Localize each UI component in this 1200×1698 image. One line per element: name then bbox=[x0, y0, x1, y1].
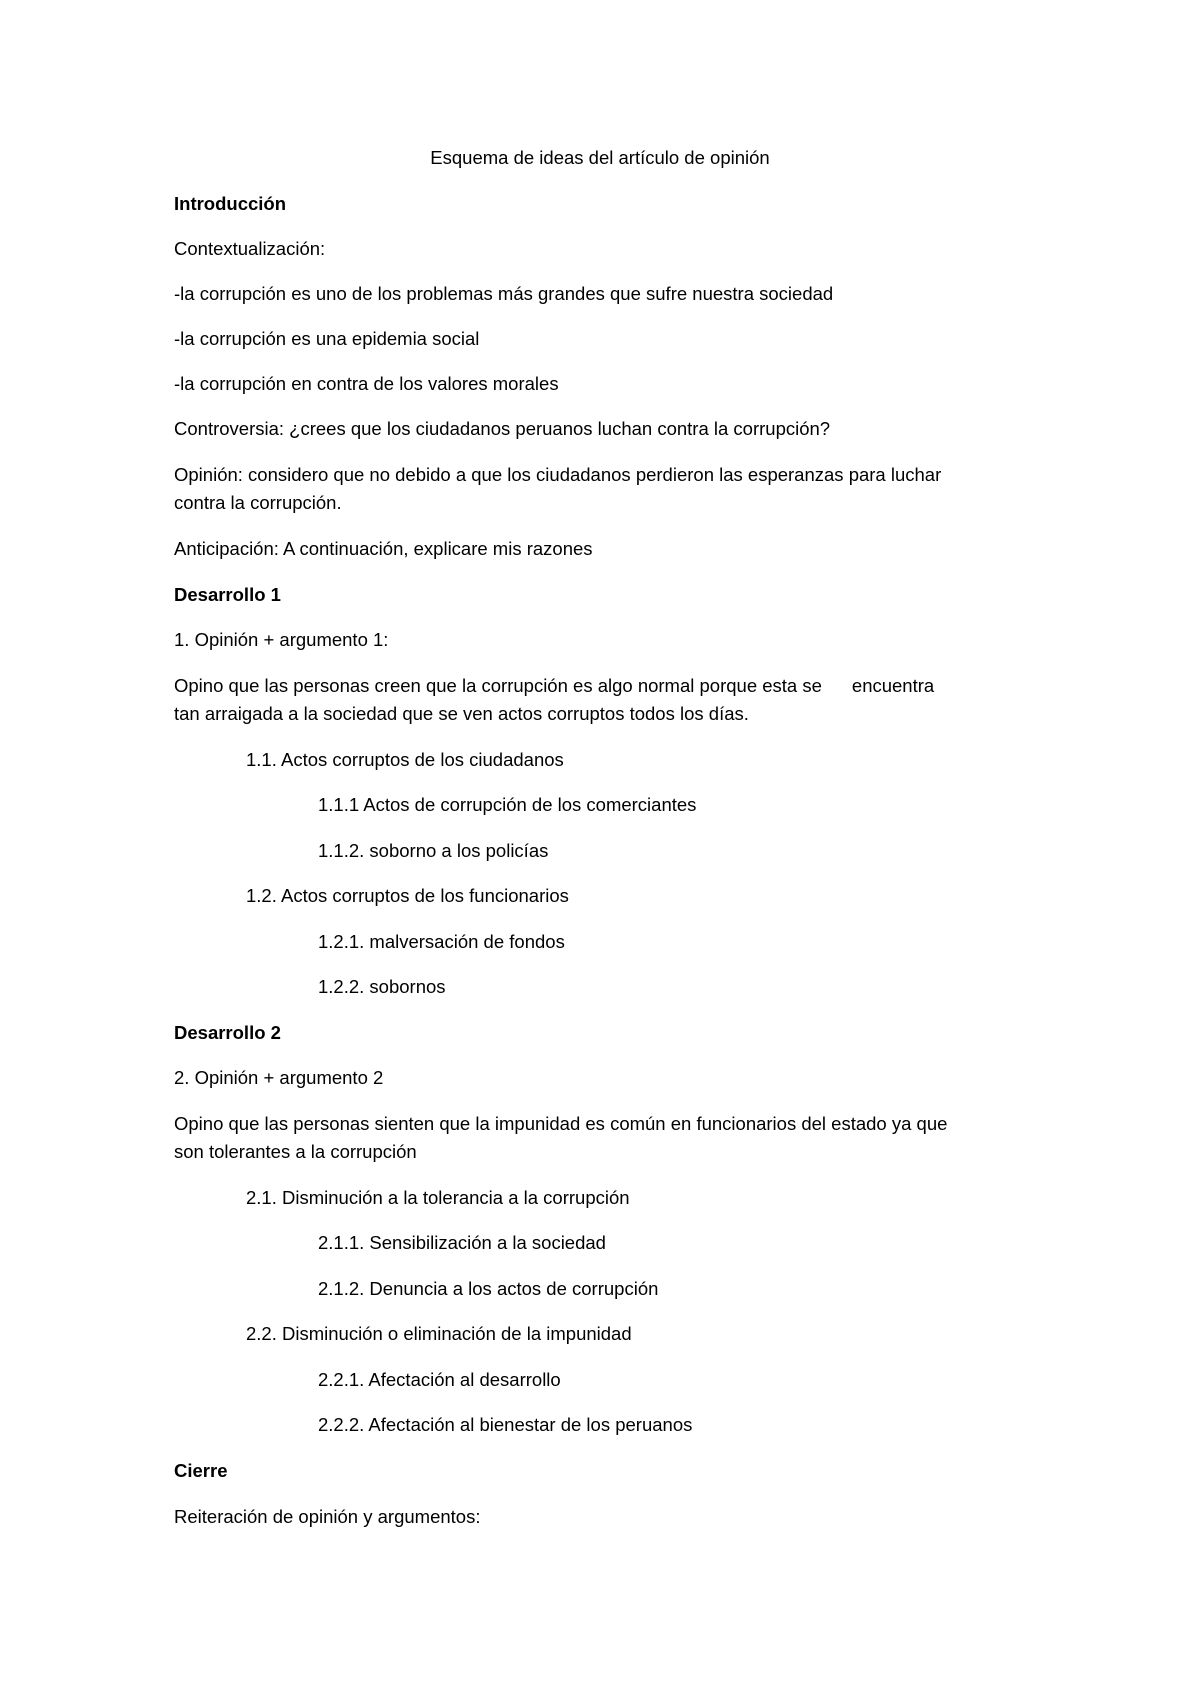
context-item: -la corrupción es una epidemia social bbox=[174, 328, 480, 349]
argument-label-2: 2. Opinión + argumento 2 bbox=[174, 1067, 384, 1088]
context-item: -la corrupción en contra de los valores morales bbox=[174, 373, 559, 394]
outline-item-level-1: 1.2. Actos corruptos de los funcionarios bbox=[246, 885, 569, 906]
outline-item-level-2: 1.2.1. malversación de fondos bbox=[318, 931, 565, 952]
argument-paragraph-2: son tolerantes a la corrupción bbox=[174, 1141, 417, 1162]
section-heading-introduccion: Introducción bbox=[174, 193, 287, 214]
section-heading-desarrollo-2: Desarrollo 2 bbox=[174, 1022, 281, 1043]
outline-item-level-2: 2.1.1. Sensibilización a la sociedad bbox=[318, 1232, 606, 1253]
opinion-line: contra la corrupción. bbox=[174, 492, 342, 513]
outline-item-level-2: 1.2.2. sobornos bbox=[318, 976, 446, 997]
contextualizacion-label: Contextualización: bbox=[174, 238, 326, 259]
outline-item-level-2: 2.2.1. Afectación al desarrollo bbox=[318, 1369, 561, 1390]
outline-item-level-2: 2.2.2. Afectación al bienestar de los peruanos bbox=[318, 1414, 693, 1435]
paragraph-text: encuentra bbox=[851, 675, 935, 696]
section-heading-desarrollo-1: Desarrollo 1 bbox=[174, 584, 281, 605]
argument-label-1: 1. Opinión + argumento 1: bbox=[174, 629, 389, 650]
anticipacion-line: Anticipación: A continuación, explicare mis razones bbox=[174, 538, 593, 559]
context-item: -la corrupción es uno de los problemas más grandes que sufre nuestra sociedad bbox=[174, 283, 834, 304]
outline-item-level-2: 1.1.2. soborno a los policías bbox=[318, 840, 549, 861]
argument-paragraph-1: tan arraigada a la sociedad que se ven actos corruptos todos los días. bbox=[174, 703, 749, 724]
argument-paragraph-1 bbox=[174, 672, 934, 700]
outline-item-level-2: 2.1.2. Denuncia a los actos de corrupción bbox=[318, 1278, 659, 1299]
section-heading-cierre: Cierre bbox=[174, 1460, 228, 1481]
reiteracion-label: Reiteración de opinión y argumentos: bbox=[174, 1506, 481, 1527]
argument-paragraph-2: Opino que las personas sienten que la impunidad es común en funcionarios del estado ya que bbox=[174, 1113, 948, 1134]
document-title: Esquema de ideas del artículo de opinión bbox=[430, 147, 770, 168]
controversia-line: Controversia: ¿crees que los ciudadanos peruanos luchan contra la corrupción? bbox=[174, 418, 831, 439]
opinion-line: Opinión: considero que no debido a que los ciudadanos perdieron las esperanzas para luchar bbox=[174, 464, 942, 485]
outline-item-level-1: 2.1. Disminución a la tolerancia a la corrupción bbox=[246, 1187, 630, 1208]
paragraph-text: Opino que las personas creen que la corrupción es algo normal porque esta se bbox=[174, 675, 822, 696]
outline-item-level-1: 2.2. Disminución o eliminación de la impunidad bbox=[246, 1323, 632, 1344]
outline-item-level-1: 1.1. Actos corruptos de los ciudadanos bbox=[246, 749, 564, 770]
outline-item-level-2: 1.1.1 Actos de corrupción de los comerciantes bbox=[318, 794, 697, 815]
